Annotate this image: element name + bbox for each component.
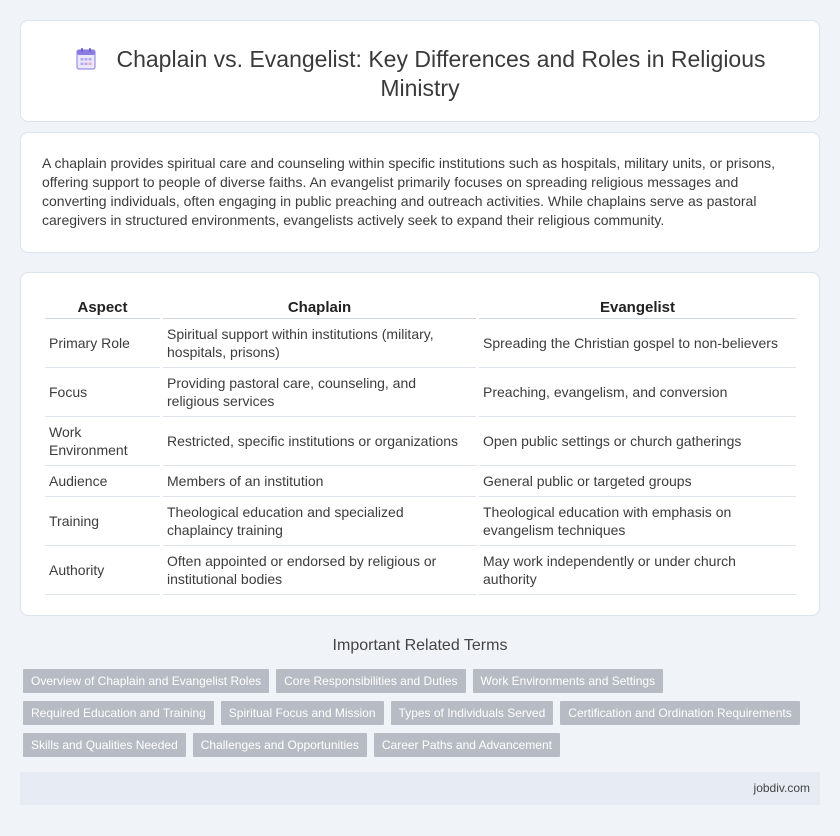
- related-term-tag[interactable]: Overview of Chaplain and Evangelist Roles: [23, 669, 269, 693]
- related-term-tag[interactable]: Work Environments and Settings: [473, 669, 664, 693]
- cell-aspect: Work Environment: [45, 417, 160, 466]
- table-row: [45, 497, 796, 546]
- table-row: [45, 546, 796, 595]
- cell-aspect: Authority: [45, 546, 160, 595]
- cell-evangelist: May work independently or under church authority: [479, 546, 796, 595]
- cell-chaplain: Theological education and specialized chaplaincy training: [163, 497, 476, 546]
- related-term-tag[interactable]: Challenges and Opportunities: [193, 733, 367, 757]
- cell-evangelist: Theological education with emphasis on evangelism techniques: [479, 497, 796, 546]
- cell-chaplain: Restricted, specific institutions or organizations: [163, 417, 476, 466]
- footer: [20, 772, 820, 805]
- cell-evangelist: Preaching, evangelism, and conversion: [479, 368, 796, 417]
- intro-card: [20, 132, 820, 253]
- title-card: [20, 20, 820, 122]
- footer-site-link[interactable]: jobdiv.com: [753, 781, 810, 795]
- intro-paragraph: A chaplain provides spiritual care and counseling within specific institutions such as hospitals, military units, or prisons, offering support to people of diverse faiths. An evangelist primarily focuses on spreading religious messages and converting individuals, often engaging in public preaching and outreach activities. While chaplains serve as pastoral caregivers in structured environments, evangelists actively seek to expand their religious community.: [42, 155, 776, 228]
- table-row: [45, 368, 796, 417]
- related-term-tag[interactable]: Career Paths and Advancement: [374, 733, 560, 757]
- page-title-text: Chaplain vs. Evangelist: Key Differences and Roles in Religious Ministry: [116, 46, 766, 101]
- related-term-tag[interactable]: Certification and Ordination Requirements: [560, 701, 799, 725]
- page-title: [61, 45, 779, 103]
- related-terms-title: Important Related Terms: [332, 637, 508, 654]
- table-row: [45, 466, 796, 497]
- document-calendar-icon: [74, 47, 98, 71]
- table-header-row: [45, 297, 796, 319]
- cell-chaplain: Spiritual support within institutions (military, hospitals, prisons): [163, 319, 476, 368]
- cell-evangelist: Spreading the Christian gospel to non-believers: [479, 319, 796, 368]
- cell-aspect: Focus: [45, 368, 160, 417]
- related-term-tag[interactable]: Spiritual Focus and Mission: [221, 701, 384, 725]
- cell-chaplain: Providing pastoral care, counseling, and religious services: [163, 368, 476, 417]
- cell-aspect: Audience: [45, 466, 160, 497]
- cell-evangelist: Open public settings or church gatherings: [479, 417, 796, 466]
- cell-aspect: Training: [45, 497, 160, 546]
- related-term-tag[interactable]: Skills and Qualities Needed: [23, 733, 186, 757]
- header-evangelist: Evangelist: [479, 297, 796, 319]
- header-chaplain: Chaplain: [163, 297, 476, 319]
- cell-aspect: Primary Role: [45, 319, 160, 368]
- cell-chaplain: Often appointed or endorsed by religious or institutional bodies: [163, 546, 476, 595]
- related-term-tag[interactable]: Core Responsibilities and Duties: [276, 669, 465, 693]
- cell-evangelist: General public or targeted groups: [479, 466, 796, 497]
- comparison-table: [42, 297, 799, 595]
- related-terms-list: [23, 669, 823, 765]
- table-row: [45, 319, 796, 368]
- header-aspect: Aspect: [45, 297, 160, 319]
- related-term-tag[interactable]: Types of Individuals Served: [391, 701, 554, 725]
- table-row: [45, 417, 796, 466]
- comparison-card: [20, 272, 820, 616]
- related-term-tag[interactable]: Required Education and Training: [23, 701, 214, 725]
- cell-chaplain: Members of an institution: [163, 466, 476, 497]
